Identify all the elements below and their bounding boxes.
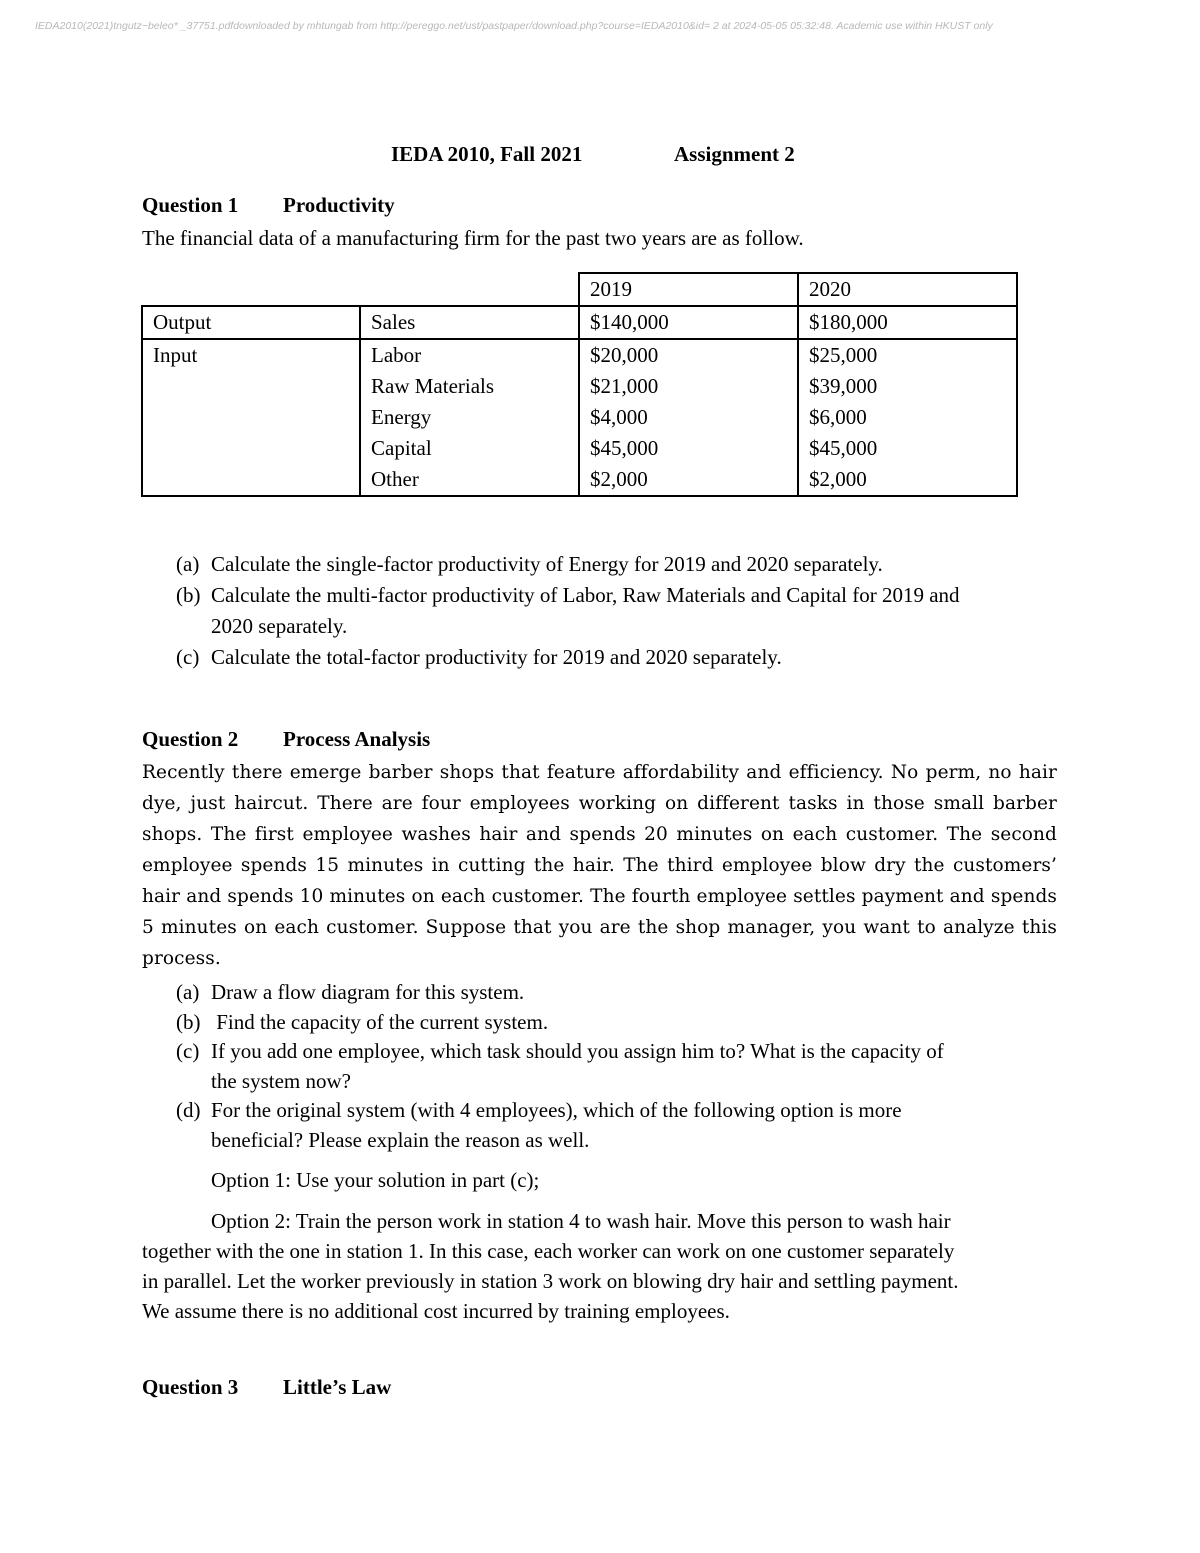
question-title: Productivity: [283, 193, 395, 217]
part-label: (b): [176, 1009, 201, 1034]
value-cell: $45,000: [798, 433, 1017, 464]
part-text-line: For the original system (with 4 employees), which of the following option is more: [211, 1098, 902, 1122]
item-label: Energy: [360, 402, 579, 433]
item-label: Capital: [360, 433, 579, 464]
item-label: Labor: [360, 339, 579, 371]
question-number: Question 2: [142, 727, 239, 751]
value-cell: $21,000: [579, 371, 798, 402]
list-item: [176, 978, 944, 1008]
option-1-text: Option 1: Use your solution in part (c);: [211, 1168, 540, 1192]
part-text-line: If you add one employee, which task should you assign him to? What is the capacity of: [211, 1039, 944, 1063]
value-cell: $2,000: [579, 464, 798, 496]
question-title: Little’s Law: [283, 1375, 392, 1399]
table-row: [142, 371, 1017, 402]
item-label: Raw Materials: [360, 371, 579, 402]
part-text-line: the system now?: [211, 1068, 351, 1093]
assignment-title: Assignment 2: [674, 142, 795, 166]
list-item: [176, 1037, 944, 1096]
column-header-2019: 2019: [579, 273, 798, 306]
option-2-line: in parallel. Let the worker previously in station 3 work on blowing dry hair and settling payment.: [142, 1269, 959, 1293]
question-2-parts: [176, 978, 944, 1155]
table-row: [142, 464, 1017, 496]
part-text: Find the capacity of the current system.: [211, 1009, 549, 1034]
value-cell: $180,000: [798, 306, 1017, 339]
list-item: [176, 642, 960, 673]
value-cell: $6,000: [798, 402, 1017, 433]
category-input: Input: [142, 339, 360, 371]
part-label: (b): [176, 583, 201, 607]
part-text: [211, 580, 960, 642]
item-label: Sales: [360, 306, 579, 339]
part-text: Calculate the single-factor productivity of Energy for 2019 and 2020 separately.: [211, 552, 883, 576]
question-2-heading: [142, 727, 430, 752]
question-1-intro: The financial data of a manufacturing firm for the past two years are as follow.: [142, 226, 804, 250]
part-label: (c): [176, 1039, 200, 1063]
list-item: [176, 1008, 944, 1038]
option-2-line: together with the one in station 1. In this case, each worker can work on one customer separately: [142, 1239, 955, 1263]
option-2-text: Option 2: Train the person work in station 4 to wash hair. Move this person to wash hair: [211, 1209, 951, 1233]
question-number: Question 1: [142, 193, 239, 217]
question-1-heading: [142, 193, 395, 218]
part-label: (c): [176, 645, 200, 669]
value-cell: $45,000: [579, 433, 798, 464]
part-label: (d): [176, 1098, 201, 1122]
value-cell: $140,000: [579, 306, 798, 339]
table-header-row: [142, 273, 1017, 306]
course-title: IEDA 2010, Fall 2021: [391, 142, 583, 166]
category-output: Output: [142, 306, 360, 339]
part-label: (a): [176, 552, 200, 576]
financial-data-table: [141, 272, 1018, 497]
part-text: Calculate the total-factor productivity for 2019 and 2020 separately.: [211, 645, 782, 669]
table-row: [142, 433, 1017, 464]
part-text-line: beneficial? Please explain the reason as well.: [211, 1127, 590, 1152]
question-title: Process Analysis: [283, 727, 431, 751]
part-text-line: Calculate the multi-factor productivity of Labor, Raw Materials and Capital for 2019 and: [211, 583, 960, 607]
part-label: (a): [176, 980, 200, 1004]
value-cell: $25,000: [798, 339, 1017, 371]
option-2-line: We assume there is no additional cost incurred by training employees.: [142, 1299, 730, 1323]
column-header-2020: 2020: [798, 273, 1017, 306]
table-row: [142, 306, 1017, 339]
value-cell: $20,000: [579, 339, 798, 371]
value-cell: $39,000: [798, 371, 1017, 402]
value-cell: $4,000: [579, 402, 798, 433]
download-watermark: IEDA2010(2021)tngutz~beleo* _37751.pdfdownloaded by mhtungab from http://pereggo.net/ust/pastpaper/download.php?course=IEDA2010&id= 2 at 2024-05-05 05:32:48. Academic use within HKUST only: [35, 20, 993, 32]
part-text: [211, 1037, 944, 1096]
question-number: Question 3: [142, 1375, 239, 1399]
part-text-line: 2020 separately.: [211, 614, 348, 638]
list-item: [176, 1096, 944, 1155]
list-item: [176, 549, 960, 580]
part-text: [211, 1096, 902, 1155]
question-1-parts: [176, 549, 960, 673]
list-item: [176, 580, 960, 642]
question-3-heading: [142, 1375, 391, 1400]
table-row: [142, 402, 1017, 433]
value-cell: $2,000: [798, 464, 1017, 496]
question-2-paragraph: Recently there emerge barber shops that feature affordability and efficiency. No perm, no hair dye, just haircut. There are four employees working on different tasks in those small barber shops. The first employee washes hair and spends 20 minutes on each customer. The second employee spends 15 minutes in cutting the hair. The third employee blow dry the customers’ hair and spends 10 minutes on each customer. The fourth employee settles payment and spends 5 minutes on each customer. Suppose that you are the shop manager, you want to analyze this process.: [142, 762, 1057, 969]
part-text: Draw a flow diagram for this system.: [211, 980, 525, 1004]
item-label: Other: [360, 464, 579, 496]
option-2-continuation: [142, 1236, 959, 1326]
table-row: [142, 339, 1017, 371]
